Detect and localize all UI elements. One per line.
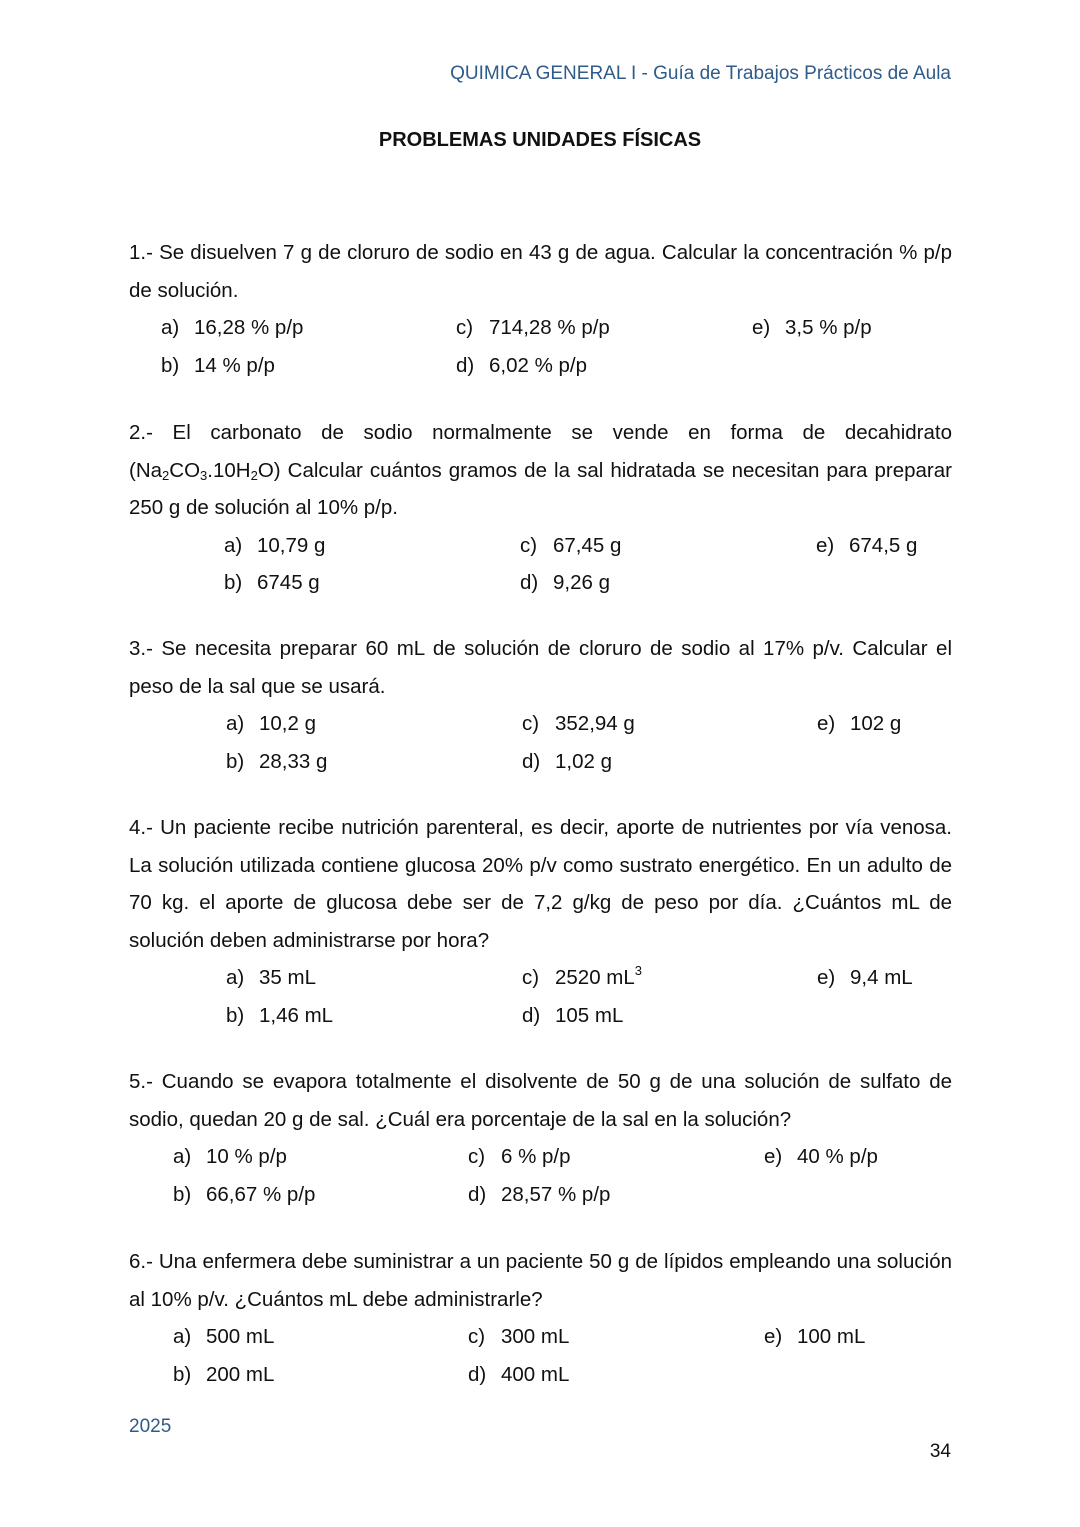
option-a: a) 10 % p/p: [173, 1145, 287, 1168]
problem-1-stem: 1.- Se disuelven 7 g de cloruro de sodio en 43 g de agua. Calcular la concentración % p/p de solución.: [129, 241, 952, 302]
page-title: PROBLEMAS UNIDADES FÍSICAS: [378, 129, 702, 151]
option-d: d) 400 mL: [468, 1362, 570, 1386]
option-d: d) 6,02 % p/p: [456, 353, 588, 377]
option-d: d) 1,02 g: [522, 749, 612, 773]
option-e: e) 40 % p/p: [764, 1145, 878, 1168]
option-c: c) 714,28 % p/p: [456, 316, 610, 339]
problem-3-options: [129, 705, 952, 780]
option-e: e) 100 mL: [764, 1325, 866, 1348]
option-c: c) 2520 $mL^3$: [522, 963, 643, 989]
option-e: e) 3,5 % p/p: [752, 316, 872, 339]
option-d: d) 105 mL: [522, 1003, 624, 1027]
option-a: a) 500 mL: [173, 1325, 275, 1348]
problem-4: [129, 809, 952, 1034]
option-c: c) 67,45 g: [520, 533, 622, 557]
option-b: b) 1,46 mL: [226, 1003, 334, 1027]
option-a: a) 10,2 g: [226, 712, 316, 735]
option-c: c) 300 mL: [468, 1325, 570, 1348]
problem-5-options: [129, 1138, 952, 1213]
option-b: b) 14 % p/p: [161, 353, 275, 377]
option-a: a) 10,79 g: [224, 533, 326, 557]
option-c: c) 6 % p/p: [468, 1145, 571, 1168]
problem-2-stem: 2.- El carbonato de sodio normalmente se vende en forma de decahidrato $(Na_2CO_3.10H_2O)$ Calcular cuántos gramos de la sal hidratada se necesitan para preparar 250 g de solución al 10% p/p.: [129, 421, 952, 519]
option-b: b) 28,33 g: [226, 749, 328, 773]
problem-2-options: [129, 527, 952, 602]
option-b: b) 200 mL: [173, 1362, 275, 1386]
option-a: a) 16,28 % p/p: [161, 316, 304, 339]
problem-3-stem: 3.- Se necesita preparar 60 mL de solución de cloruro de sodio al 17% p/v. Calcular el peso de la sal que se usará.: [129, 637, 952, 698]
problem-4-stem: 4.- Un paciente recibe nutrición parenteral, es decir, aporte de nutrientes por vía venosa. La solución utilizada contiene glucosa 20% p/v como sustrato energético. En un adulto de 70 kg. el aporte de glucosa debe ser de 7,2 g/kg de peso por día. ¿Cuántos mL de solución deben administrarse por hora?: [129, 816, 952, 952]
page-number: 34: [929, 1441, 951, 1462]
problem-5-stem: 5.- Cuando se evapora totalmente el disolvente de 50 g de una solución de sulfato de sodio, quedan 20 g de sal. ¿Cuál era porcentaje de la sal en la solución?: [129, 1070, 952, 1131]
option-e: e) 674,5 g: [816, 533, 918, 557]
footer-year: 2025: [129, 1416, 172, 1437]
problem-5: [129, 1063, 952, 1213]
problem-2: [129, 414, 952, 602]
option-e: e) 9,4 mL: [817, 966, 913, 989]
option-a: a) 35 mL: [226, 966, 316, 989]
problem-1: [129, 234, 952, 384]
option-e: e) 102 g: [817, 712, 902, 735]
problem-6: [129, 1243, 952, 1393]
problem-4-options: [129, 959, 952, 1034]
problem-1-options: [129, 309, 952, 384]
option-d: d) 28,57 % p/p: [468, 1182, 611, 1206]
option-b: b) 6745 g: [224, 571, 320, 594]
problem-3: [129, 630, 952, 780]
problem-6-options: [129, 1318, 952, 1393]
problem-6-stem: 6.- Una enfermera debe suministrar a un paciente 50 g de lípidos empleando una solución al 10% p/v. ¿Cuántos mL debe administrarle?: [129, 1250, 952, 1311]
running-header: QUIMICA GENERAL I - Guía de Trabajos Prácticos de Aula: [450, 63, 951, 84]
option-d: d) 9,26 g: [520, 571, 610, 594]
option-c: c) 352,94 g: [522, 712, 635, 735]
option-b: b) 66,67 % p/p: [173, 1182, 316, 1206]
